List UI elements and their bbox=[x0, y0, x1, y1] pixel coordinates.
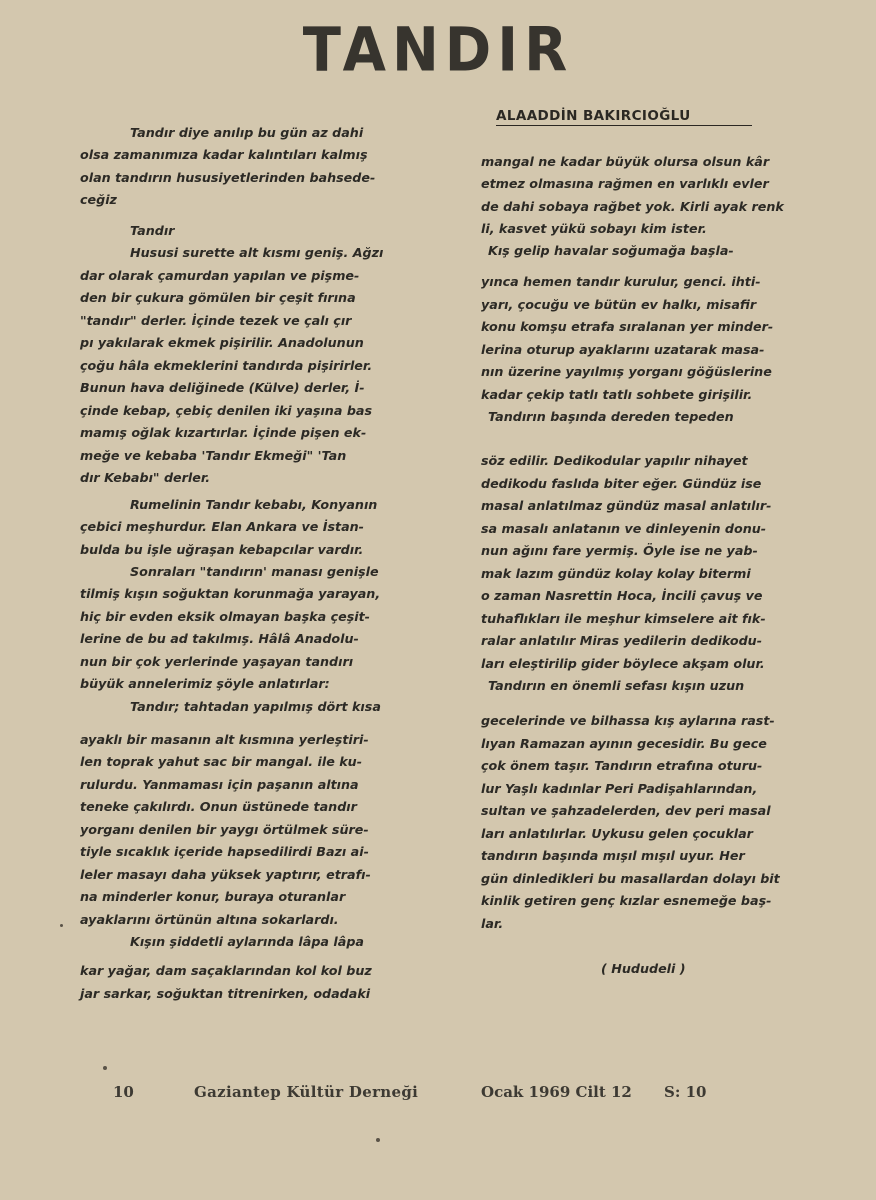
left-text-line: lerine de bu ad takılmış. Hâlâ Anadolu- bbox=[80, 631, 359, 646]
left-text-line: mamış oğlak kızartırlar. İçinde pişen ek- bbox=[80, 425, 367, 440]
left-text-line: dır Kebabı" derler. bbox=[80, 470, 211, 485]
left-text-line: tilmiş kışın soğuktan korunmağa yarayan, bbox=[80, 586, 381, 601]
right-text-line: yınca hemen tandır kurulur, genci. ihti- bbox=[481, 274, 761, 289]
left-text-line: nun bir çok yerlerinde yaşayan tandırı bbox=[80, 654, 354, 669]
left-text-line: çinde kebap, çebiç denilen iki yaşına bas bbox=[80, 403, 373, 418]
left-text-line: ayaklarını örtünün altına sokarlardı. bbox=[80, 912, 339, 927]
left-text-line: na minderler konur, buraya oturanlar bbox=[80, 889, 346, 904]
left-text-line: Bunun hava deliğinede (Külve) derler, İ- bbox=[80, 380, 365, 395]
right-text-line: Tandırın en önemli sefası kışın uzun bbox=[488, 678, 745, 693]
right-text-line: masal anlatılmaz gündüz masal anlatılır- bbox=[481, 498, 772, 513]
right-text-line: tuhaflıkları ile meşhur kimselere ait fık- bbox=[481, 611, 766, 626]
left-text-line: Tandır diye anılıp bu gün az dahi bbox=[130, 125, 364, 140]
left-text-line: tiyle sıcaklık içeride hapsedilirdi Bazı ai- bbox=[80, 844, 369, 859]
left-text-line: den bir çukura gömülen bir çeşit fırına bbox=[80, 290, 356, 305]
left-text-line: büyük annelerimiz şöyle anlatırlar: bbox=[80, 676, 330, 691]
right-text-line: ları eleştirilip gider böylece akşam olur. bbox=[481, 656, 765, 671]
right-text-line: gün dinledikleri bu masallardan dolayı bit bbox=[481, 871, 780, 886]
left-text-line: ayaklı bir masanın alt kısmına yerleştiri- bbox=[80, 732, 369, 747]
right-text-line: etmez olmasına rağmen en varlıklı evler bbox=[481, 176, 769, 191]
right-text-line: lerina oturup ayaklarını uzatarak masa- bbox=[481, 342, 765, 357]
footer-page-ref: S: 10 bbox=[664, 1083, 707, 1101]
left-text-line: Hususi surette alt kısmı geniş. Ağzı bbox=[130, 245, 384, 260]
left-text-line: Tandır; tahtadan yapılmış dört kısa bbox=[130, 699, 381, 714]
right-text-line: dedikodu faslıda biter eğer. Gündüz ise bbox=[481, 476, 762, 491]
left-text-line: çebici meşhurdur. Elan Ankara ve İstan- bbox=[80, 519, 364, 534]
signature-line: ( Hududeli ) bbox=[601, 961, 686, 976]
print-speck bbox=[376, 1138, 380, 1142]
right-text-line: konu komşu etrafa sıralanan yer minder- bbox=[481, 319, 774, 334]
left-text-line: hiç bir evden eksik olmayan başka çeşit- bbox=[80, 609, 370, 624]
right-text-line: li, kasvet yükü sobayı kim ister. bbox=[481, 221, 707, 236]
right-text-line: o zaman Nasrettin Hoca, İncili çavuş ve bbox=[481, 588, 763, 603]
article-title: TANDIR bbox=[302, 15, 574, 86]
left-text-line: Sonraları "tandırın' manası genişle bbox=[130, 564, 379, 579]
right-text-line: mak lazım gündüz kolay kolay bitermi bbox=[481, 566, 751, 581]
right-text-line: lur Yaşlı kadınlar Peri Padişahlarından, bbox=[481, 781, 758, 796]
left-text-line: rulurdu. Yanmaması için paşanın altına bbox=[80, 777, 359, 792]
left-text-line: çoğu hâla ekmeklerini tandırda pişirirler. bbox=[80, 358, 373, 373]
left-text-line: leler masayı daha yüksek yaptırır, etrafı- bbox=[80, 867, 371, 882]
right-text-line: ralar anlatılır Miras yedilerin dedikodu- bbox=[481, 633, 762, 648]
left-text-line: kar yağar, dam saçaklarından kol kol buz bbox=[80, 963, 372, 978]
right-text-line: söz edilir. Dedikodular yapılır nihayet bbox=[481, 453, 748, 468]
left-text-line: olan tandırın hususiyetlerinden bahsede- bbox=[80, 170, 376, 185]
print-speck bbox=[103, 1066, 107, 1070]
left-text-line: meğe ve kebaba 'Tandır Ekmeği" 'Tan bbox=[80, 448, 347, 463]
left-text-line: dar olarak çamurdan yapılan ve pişme- bbox=[80, 268, 360, 283]
right-text-line: gecelerinde ve bilhassa kış aylarına rast- bbox=[481, 713, 775, 728]
left-text-line: "tandır" derler. İçinde tezek ve çalı çır bbox=[80, 313, 352, 328]
right-text-line: lıyan Ramazan ayının gecesidir. Bu gece bbox=[481, 736, 767, 751]
right-text-line: Tandırın başında dereden tepeden bbox=[488, 409, 734, 424]
footer-organization: Gaziantep Kültür Derneği bbox=[194, 1083, 419, 1101]
right-text-line: nun ağını fare yermiş. Öyle ise ne yab- bbox=[481, 543, 758, 558]
left-text-line: len toprak yahut sac bir mangal. ile ku- bbox=[80, 754, 362, 769]
right-text-line: kinlik getiren genç kızlar esnemeğe baş- bbox=[481, 893, 772, 908]
right-text-line: mangal ne kadar büyük olursa olsun kâr bbox=[481, 154, 770, 169]
left-text-line: bulda bu işle uğraşan kebapcılar vardır. bbox=[80, 542, 364, 557]
left-text-line: yorganı denilen bir yaygı örtülmek süre- bbox=[80, 822, 369, 837]
article-author: ALAADDİN BAKIRCIOĞLU bbox=[496, 108, 752, 126]
left-text-line: Rumelinin Tandır kebabı, Konyanın bbox=[130, 497, 378, 512]
footer-page-number: 10 bbox=[113, 1083, 134, 1101]
right-text-line: çok önem taşır. Tandırın etrafına oturu- bbox=[481, 758, 763, 773]
left-text-line: jar sarkar, soğuktan titrenirken, odadaki bbox=[80, 986, 371, 1001]
left-text-line: Tandır bbox=[130, 223, 175, 238]
print-speck bbox=[60, 924, 63, 927]
right-text-line: de dahi sobaya rağbet yok. Kirli ayak renk bbox=[481, 199, 784, 214]
right-text-line: yarı, çocuğu ve bütün ev halkı, misafir bbox=[481, 297, 757, 312]
right-text-line: sultan ve şahzadelerden, dev peri masal bbox=[481, 803, 771, 818]
right-text-line: Kış gelip havalar soğumağa başla- bbox=[488, 243, 734, 258]
right-text-line: lar. bbox=[481, 916, 504, 931]
right-text-line: sa masalı anlatanın ve dinleyenin donu- bbox=[481, 521, 767, 536]
right-text-line: nın üzerine yayılmış yorganı göğüslerine bbox=[481, 364, 772, 379]
right-text-line: kadar çekip tatlı tatlı sohbete girişilir. bbox=[481, 387, 753, 402]
footer-date-volume: Ocak 1969 Cilt 12 bbox=[481, 1083, 632, 1101]
right-text-line: ları anlatılırlar. Uykusu gelen çocuklar bbox=[481, 826, 753, 841]
left-text-line: pı yakılarak ekmek pişirilir. Anadolunun bbox=[80, 335, 364, 350]
right-text-line: tandırın başında mışıl mışıl uyur. Her bbox=[481, 848, 745, 863]
left-text-line: teneke çakılırdı. Onun üstünede tandır bbox=[80, 799, 357, 814]
left-text-line: olsa zamanımıza kadar kalıntıları kalmış bbox=[80, 147, 368, 162]
left-text-line: ceğiz bbox=[80, 192, 117, 207]
left-text-line: Kışın şiddetli aylarında lâpa lâpa bbox=[130, 934, 364, 949]
